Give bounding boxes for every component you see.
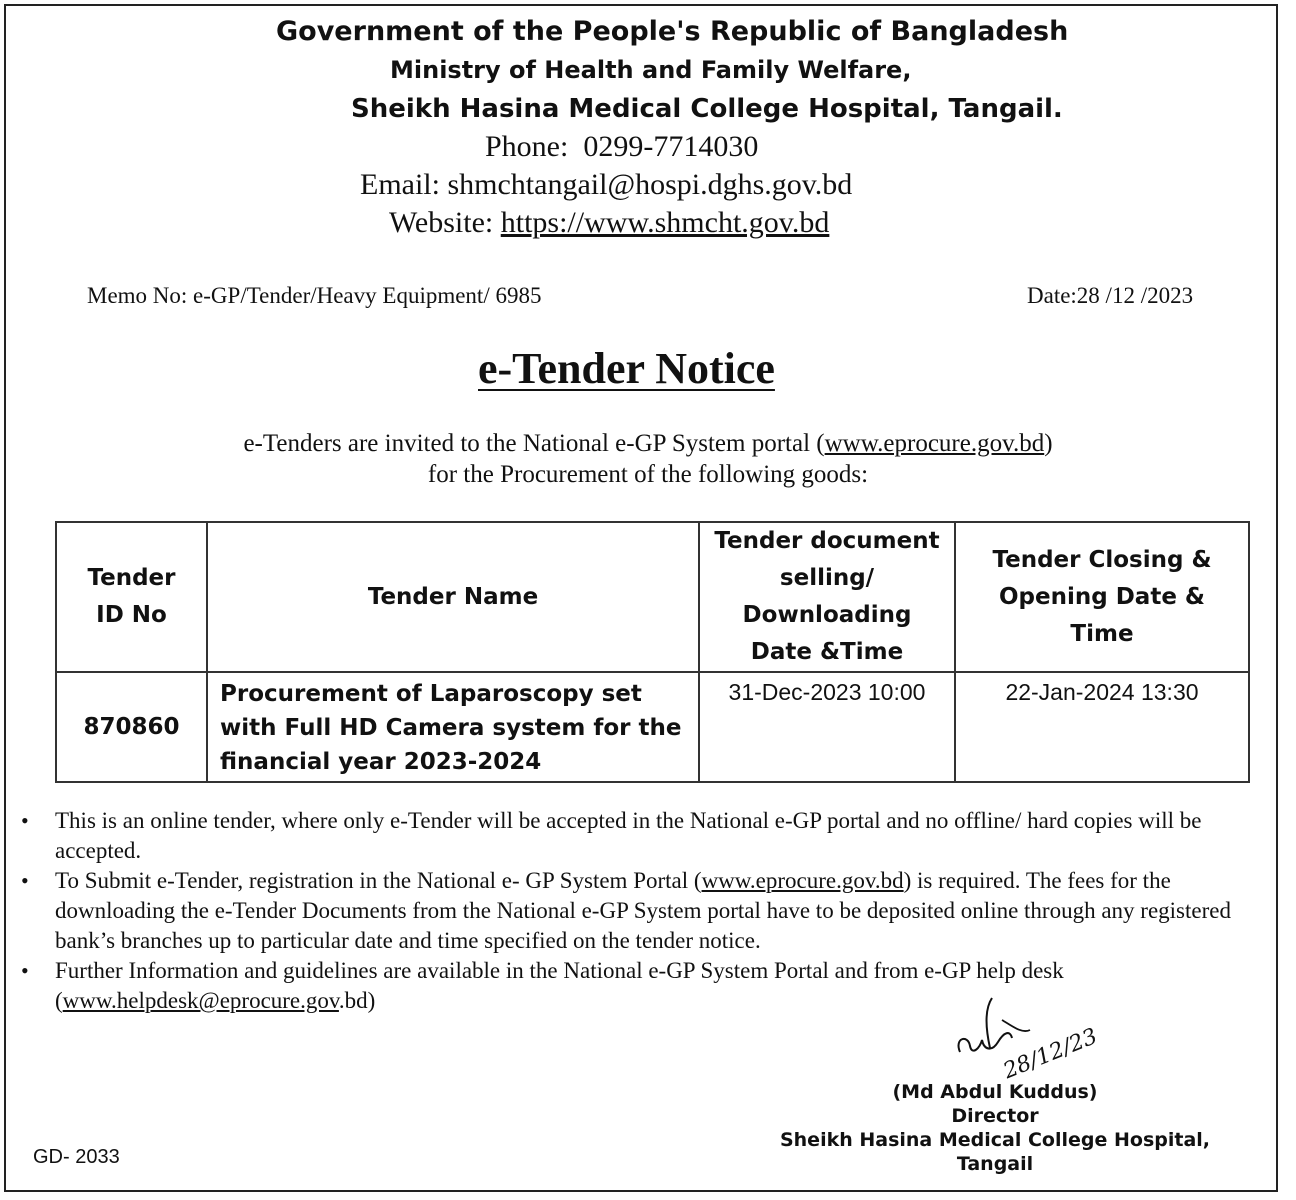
list-item [55, 866, 1260, 956]
intro-text-close: ) [1044, 430, 1053, 457]
table-row [56, 672, 1249, 782]
phone-number: 0299-7714030 [583, 130, 759, 163]
list-item [55, 806, 1260, 866]
website-line [389, 206, 829, 240]
bullet-3-text: Further Information and guidelines are available in the National e-GP System Portal and from e-GP help desk ( [55, 958, 1064, 1013]
table-header-row [56, 522, 1249, 672]
bullet-2-text-end: ) is required. The fees for the downloading the e-Tender Documents from the National e-GP System portal have to be deposited online through any registered bank’s branches up to particular date and time specified on the tender notice. [55, 868, 1231, 953]
bullet-3-text-end: .bd) [338, 988, 376, 1013]
hospital-heading: Sheikh Hasina Medical College Hospital, Tangail. [351, 94, 1063, 124]
signatory-designation: Director [951, 1105, 1039, 1127]
email-line [360, 168, 852, 202]
tender-name-cell: Procurement of Laparoscopy set with Full HD Camera system for the financial year 2023-2024 [207, 672, 699, 782]
signature-date: 28/12/23 [999, 1024, 1101, 1085]
intro-line-2: for the Procurement of the following goods: [427, 461, 869, 488]
intro-text: e-Tenders are invited to the National e-GP System portal ( [243, 430, 825, 457]
header-selling-date-text: Tender document selling/ Downloading Date &Time [714, 528, 940, 665]
handwritten-signature [940, 990, 1101, 1085]
instructions-list [55, 806, 1260, 1016]
tender-table [55, 521, 1250, 783]
phone-label: Phone: [485, 130, 569, 163]
notice-title: e-Tender Notice [478, 344, 775, 393]
website-link[interactable]: https://www.shmcht.gov.bd [500, 206, 830, 239]
email-address: shmchtangail@hospi.dghs.gov.bd [447, 168, 853, 201]
selling-date-cell: 31-Dec-2023 10:00 [699, 672, 955, 782]
header-closing-date-text: Tender Closing & Opening Date & Time [992, 546, 1212, 647]
eprocure-link-2[interactable]: www.eprocure.gov.bd [701, 868, 904, 893]
signature-block [770, 1080, 1220, 1176]
header-tender-id-text: Tender ID No [87, 565, 176, 628]
ministry-heading: Ministry of Health and Family Welfare, [390, 56, 912, 84]
signatory-name: (Md Abdul Kuddus) [892, 1081, 1098, 1103]
helpdesk-link[interactable]: www.helpdesk@eprocure.gov [62, 988, 339, 1013]
footer-code: GD- 2033 [33, 1146, 120, 1168]
header-selling-date [699, 522, 955, 672]
header-tender-id [56, 522, 207, 672]
closing-date-cell: 22-Jan-2024 13:30 [955, 672, 1249, 782]
website-label: Website: [389, 206, 494, 239]
bullet-2-text: To Submit e-Tender, registration in the National e- GP System Portal ( [55, 868, 702, 893]
government-heading: Government of the People's Republic of Bangladesh [276, 16, 1069, 47]
bullet-1-text: This is an online tender, where only e-Tender will be accepted in the National e-GP portal and no offline/ hard copies will be accepted. [55, 808, 1202, 863]
signatory-organization: Sheikh Hasina Medical College Hospital, [779, 1129, 1211, 1151]
header-tender-name: Tender Name [207, 522, 699, 672]
tender-id-cell: 870860 [56, 672, 207, 782]
intro-line-1 [0, 430, 1296, 458]
memo-number: Memo No: e-GP/Tender/Heavy Equipment/ 6985 [87, 283, 542, 308]
phone-line [485, 130, 758, 164]
memo-date: Date:28 /12 /2023 [1027, 283, 1194, 308]
header-closing-date [955, 522, 1249, 672]
email-label: Email: [360, 168, 440, 201]
signatory-location: Tangail [956, 1153, 1034, 1175]
eprocure-link[interactable]: www.eprocure.gov.bd [824, 430, 1045, 457]
